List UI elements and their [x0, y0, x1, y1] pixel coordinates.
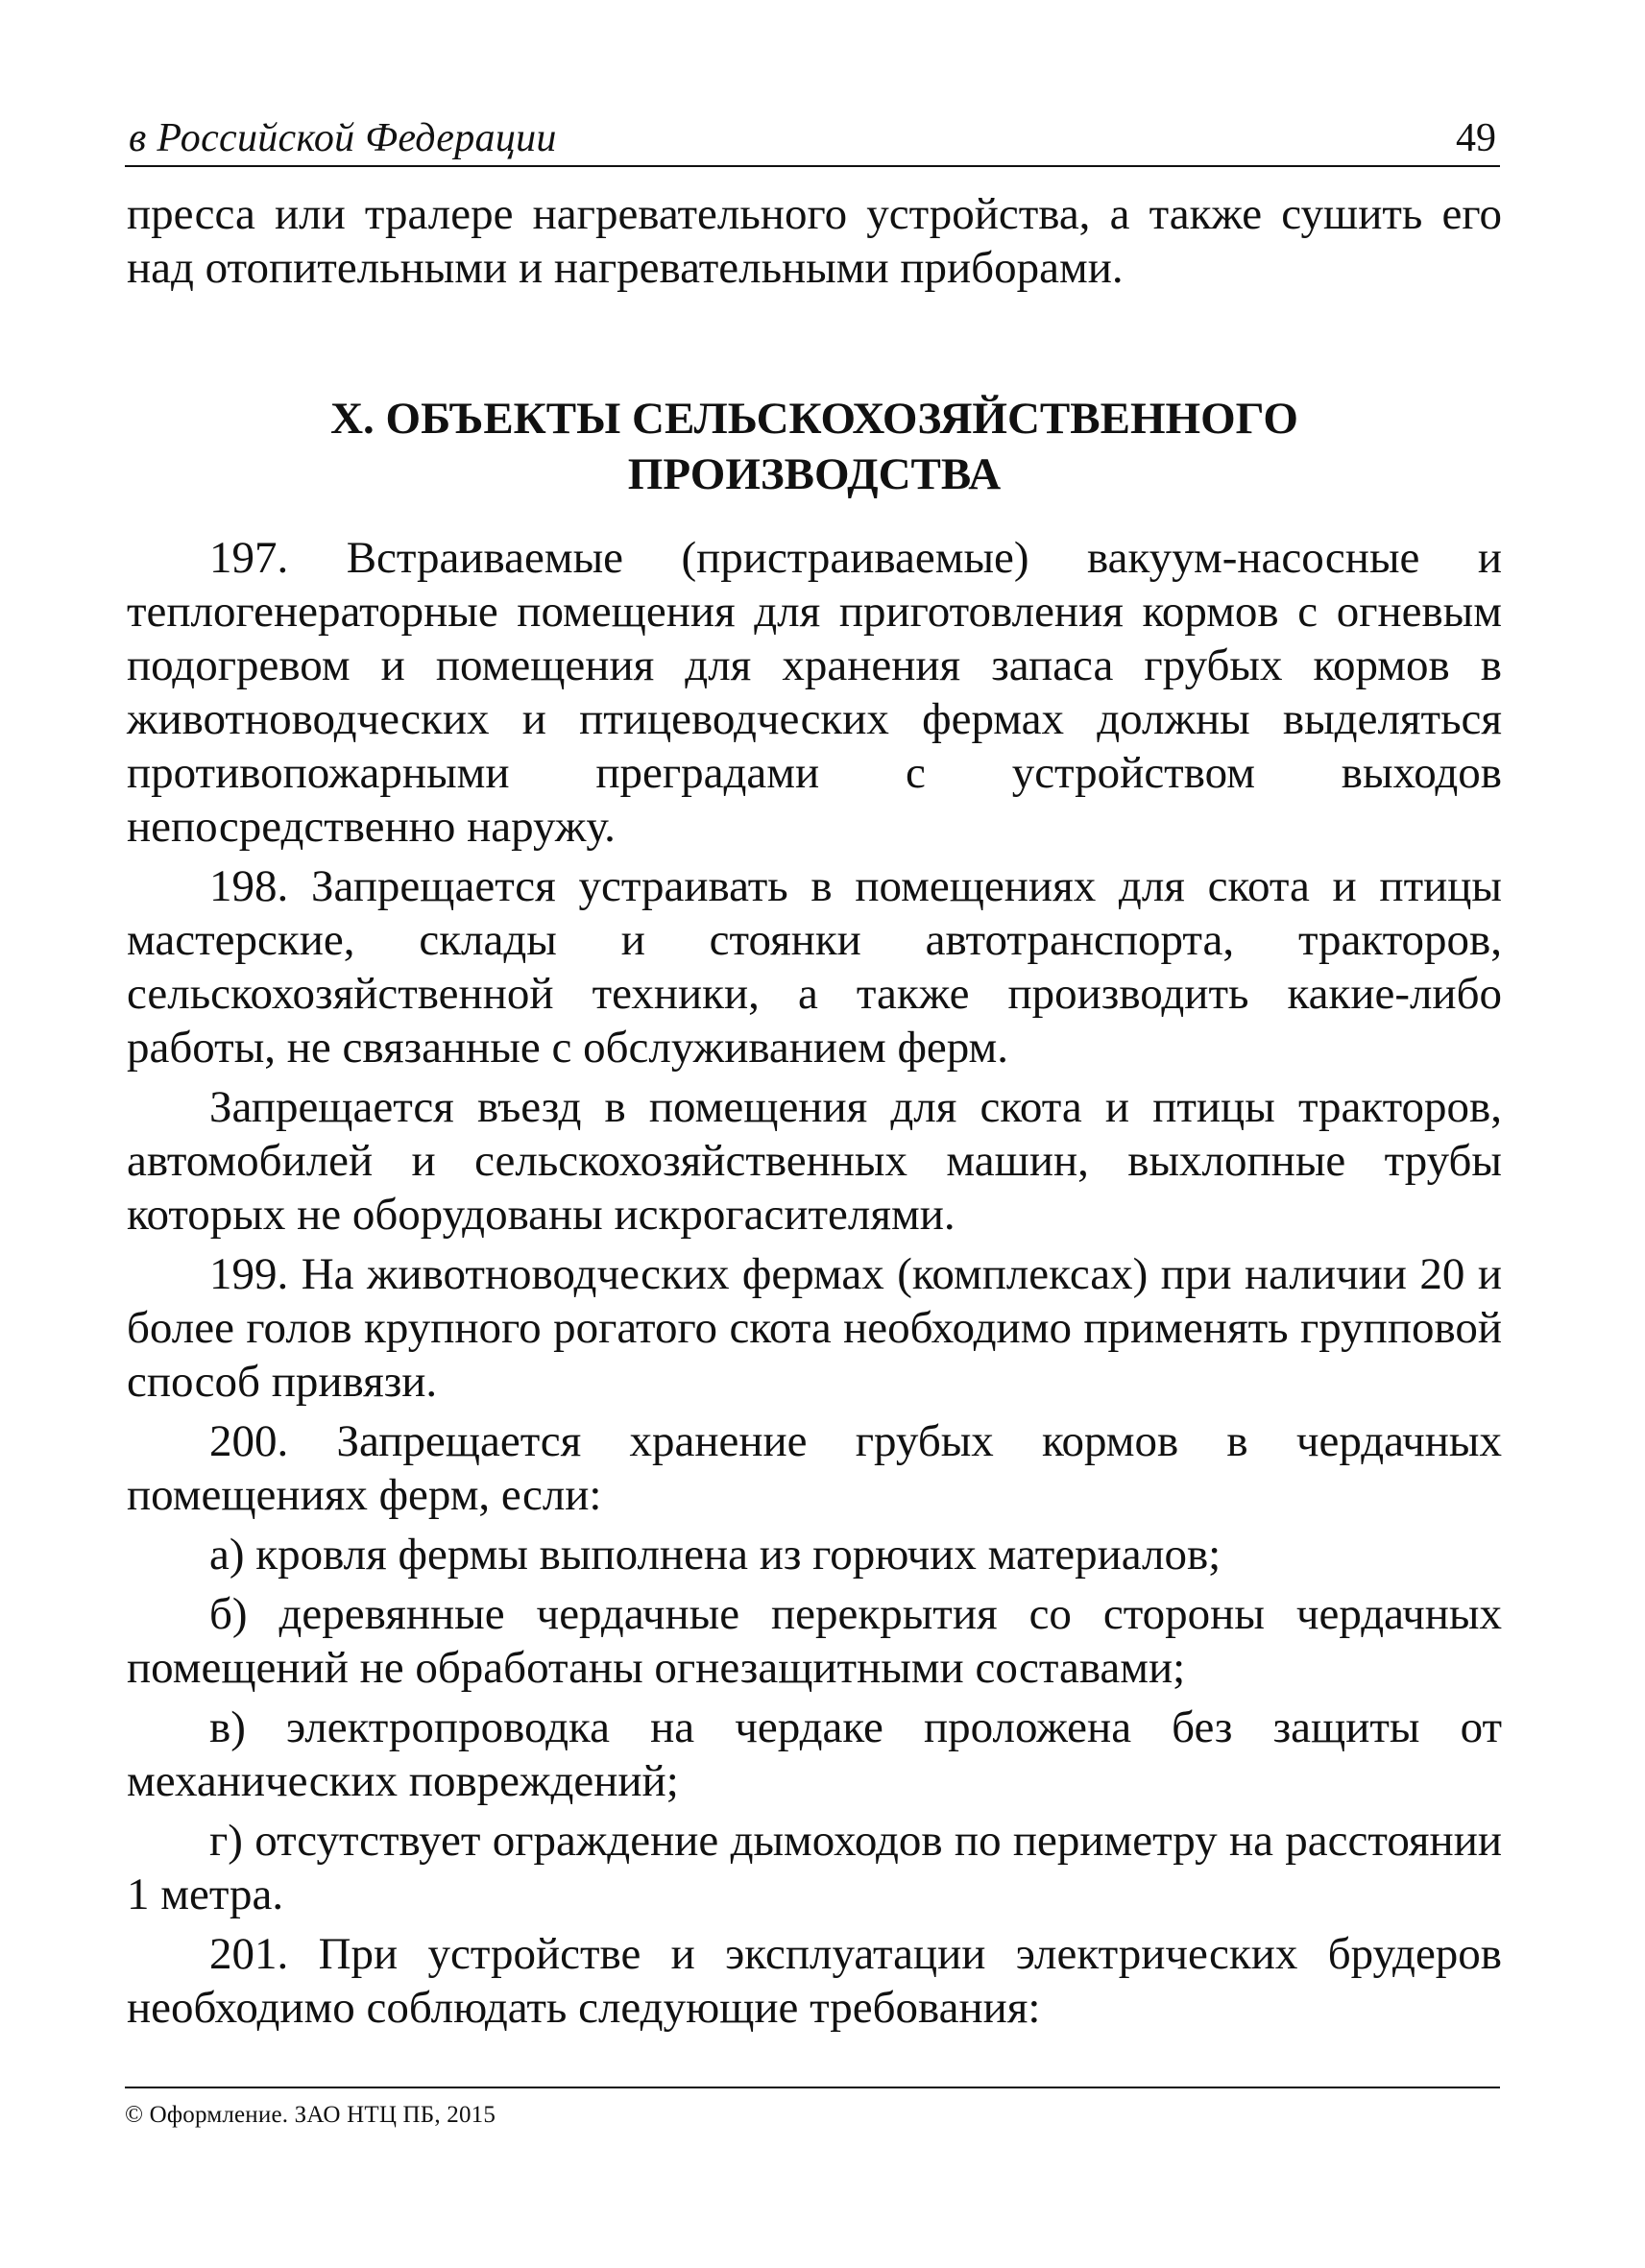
list-item-g: г) отсутствует ограждение дымоходов по периметру на расстоянии 1 метра.: [127, 1816, 1502, 1919]
paragraph-199: 199. На животноводческих фермах (комплексах) при наличии 20 и более голов крупного рогатого скота необходимо применять групповой способ привязи.: [127, 1249, 1502, 1407]
paragraph-198-cont: Запрещается въезд в помещения для скота и птицы тракторов, автомобилей и сельскохозяйственных машин, выхлопные трубы которых не оборудованы искрогасителями.: [127, 1082, 1502, 1240]
paragraph-198: 198. Запрещается устраивать в помещениях для скота и птицы мастерские, склады и стоянки автотранспорта, тракторов, сельскохозяйственной техники, а также производить какие-либо работы, не связанные с обслуживанием ферм.: [127, 861, 1502, 1073]
list-item-b: б) деревянные чердачные перекрытия со стороны чердачных помещений не обработаны огнезащитными составами;: [127, 1589, 1502, 1693]
running-header: [125, 104, 1500, 167]
intro-paragraph: пресса или тралере нагревательного устройства, а также сушить его над отопительными и нагревательными приборами.: [127, 189, 1502, 293]
body-text: [127, 187, 1502, 2035]
copyright-text: © Оформление. ЗАО НТЦ ПБ, 2015: [125, 2102, 496, 2128]
page-footer: [125, 2087, 1500, 2129]
section-title: [127, 391, 1502, 502]
paragraph-200: 200. Запрещается хранение грубых кормов в чердачных помещениях ферм, если:: [127, 1416, 1502, 1520]
section-title-line-1: X. ОБЪЕКТЫ СЕЛЬСКОХОЗЯЙСТВЕННОГО: [330, 394, 1298, 444]
paragraph-197: 197. Встраиваемые (пристраиваемые) вакуум-насосные и теплогенераторные помещения для приготовления кормов с огневым подогревом и помещения для хранения запаса грубых кормов в животноводческих и птицеводческих фермах должны выделяться противопожарными преградами с устройством выходов непосредственно наружу.: [127, 533, 1502, 852]
page-number: 49: [1456, 116, 1496, 160]
section-title-line-2: ПРОИЗВОДСТВА: [627, 449, 1002, 499]
header-title: в Российской Федерации: [129, 116, 557, 160]
list-item-a: а) кровля фермы выполнена из горючих материалов;: [209, 1530, 1222, 1580]
paragraph-201: 201. При устройстве и эксплуатации электрических брудеров необходимо соблюдать следующие требования:: [127, 1929, 1502, 2033]
list-item-v: в) электропроводка на чердаке проложена без защиты от механических повреждений;: [127, 1702, 1502, 1806]
